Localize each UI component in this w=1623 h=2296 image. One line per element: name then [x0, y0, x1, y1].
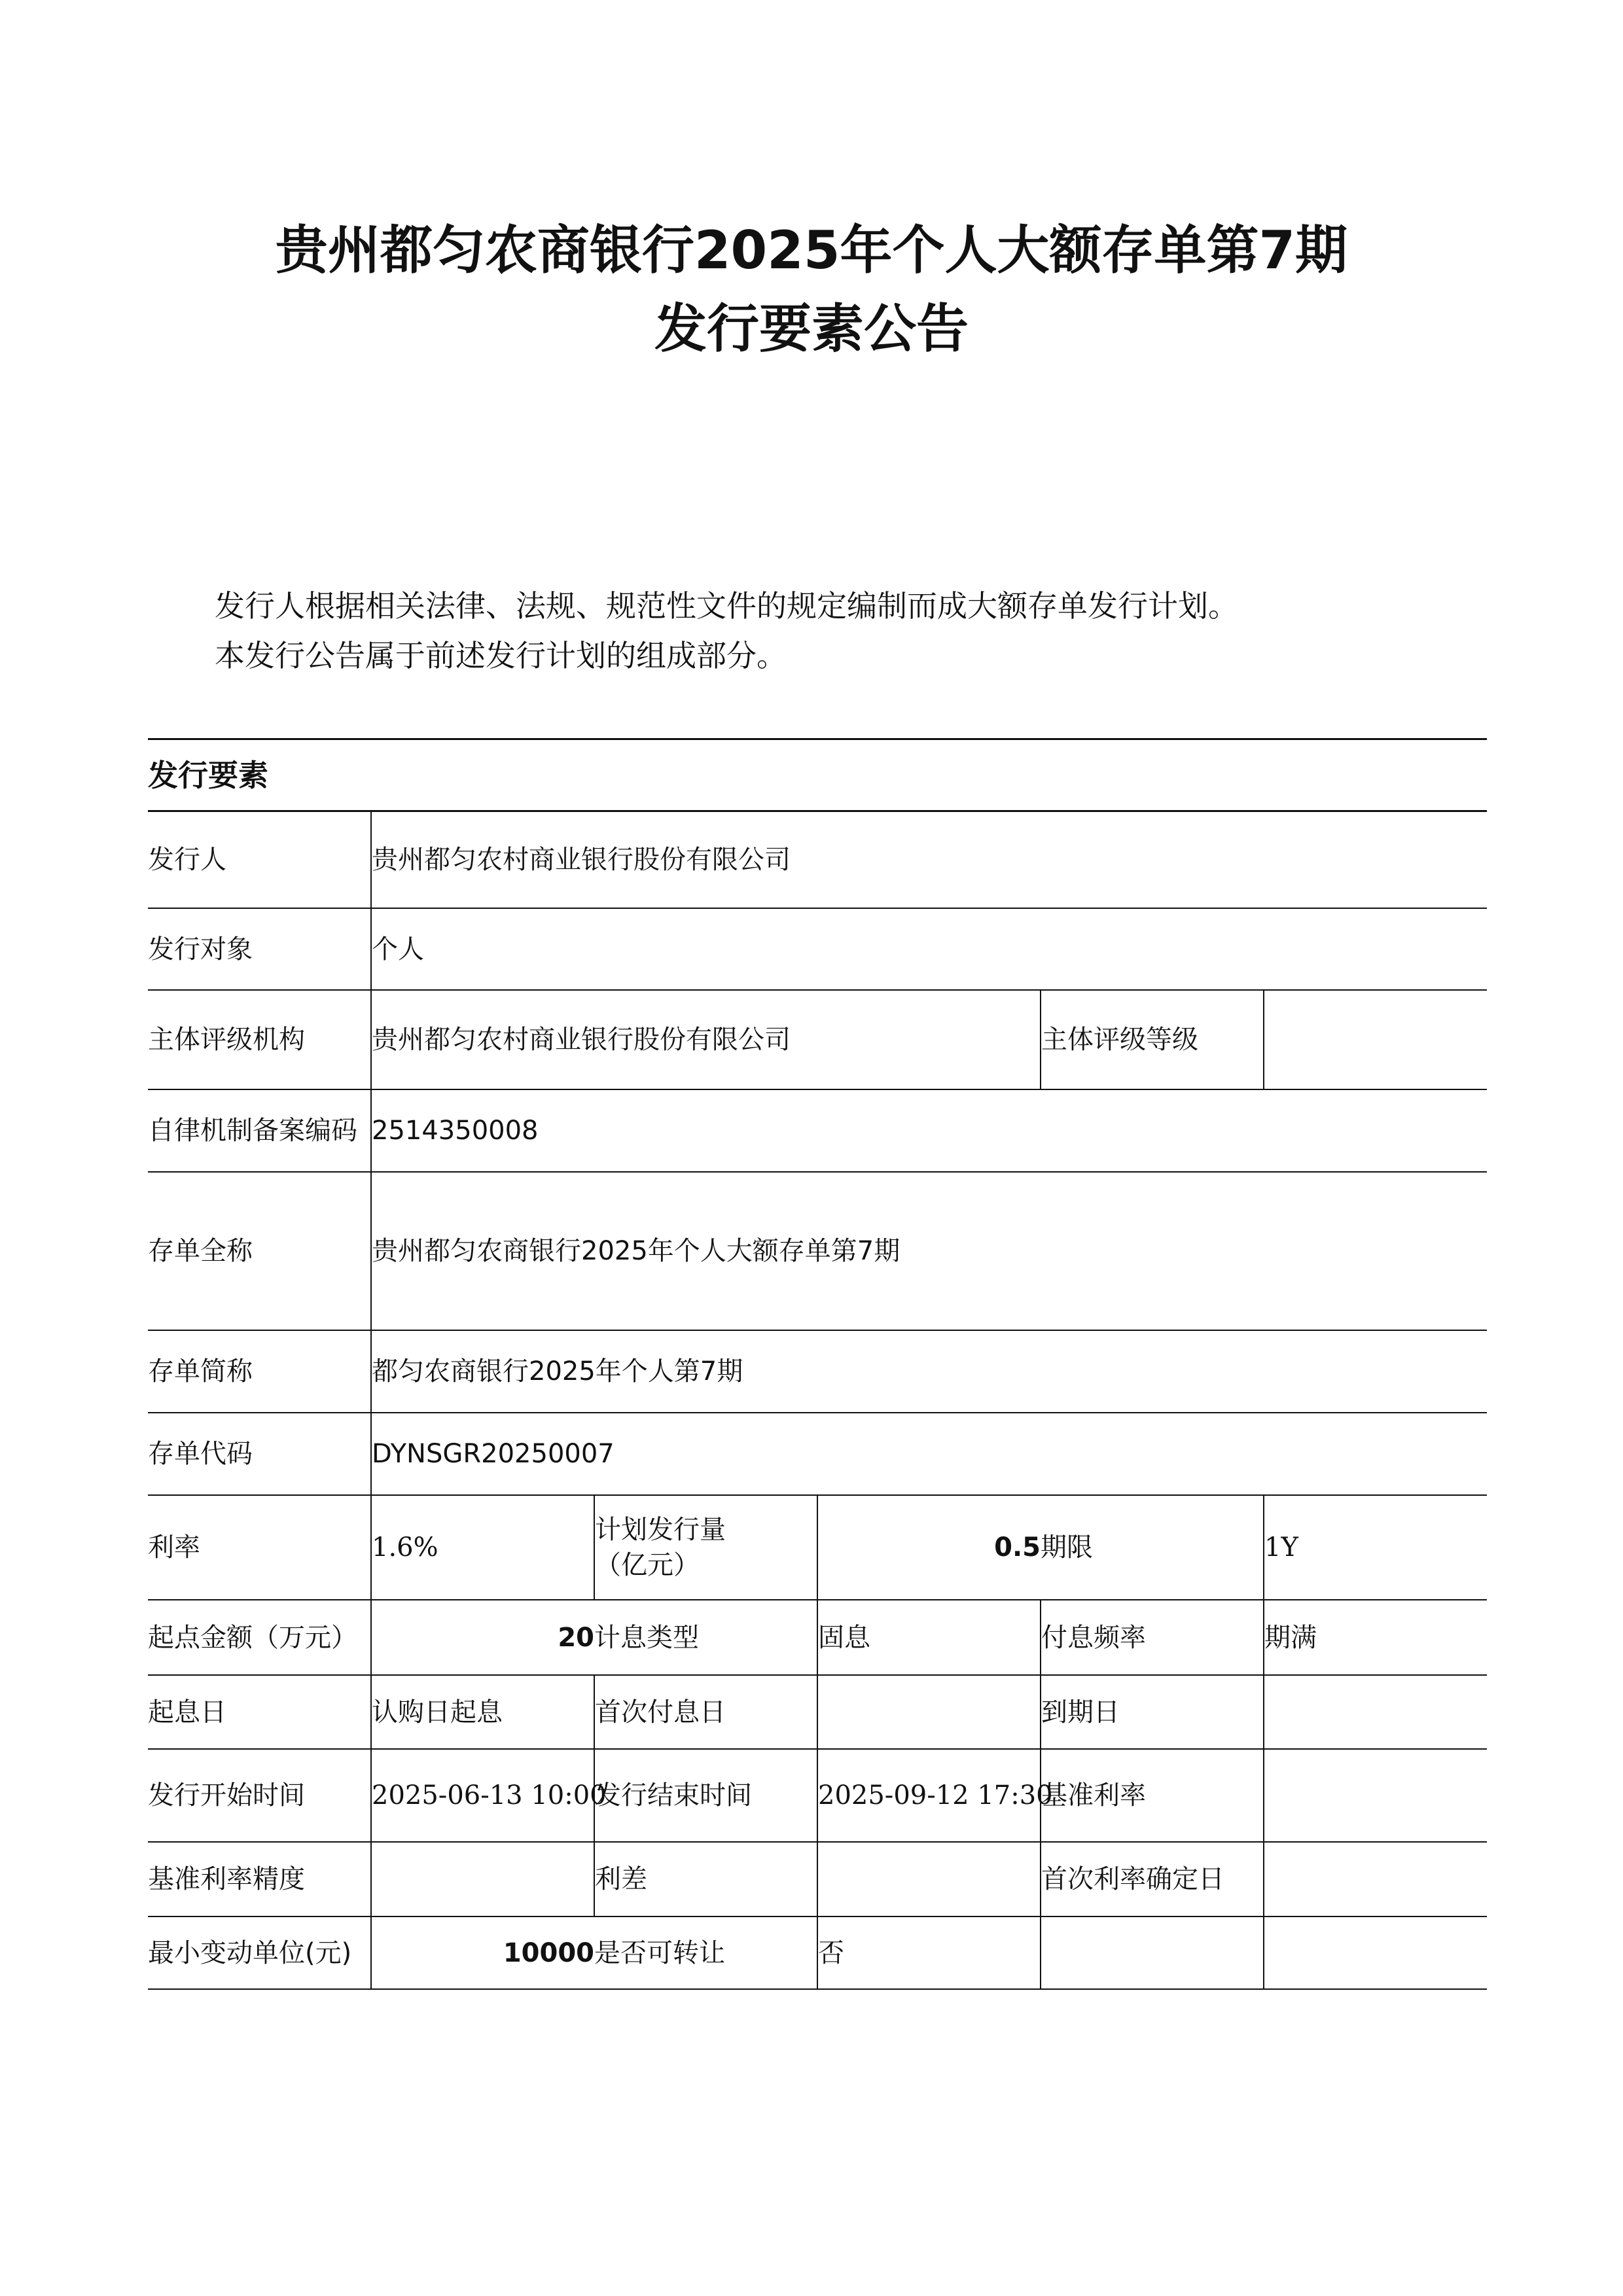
planned-amount-label-line-2: （亿元） — [595, 1550, 700, 1580]
payment-freq-label: 付息频率 — [1041, 1600, 1264, 1675]
min-amount-label: 起点金额（万元） — [148, 1600, 371, 1675]
end-time-label: 发行结束时间 — [594, 1749, 817, 1842]
spread-value — [817, 1842, 1041, 1916]
rating-agency-label: 主体评级机构 — [148, 990, 371, 1089]
target-label: 发行对象 — [148, 908, 371, 990]
issuer-value: 贵州都匀农村商业银行股份有限公司 — [371, 811, 1487, 908]
table-row — [148, 990, 1487, 1089]
announcement-title-line-1: 贵州都匀农商银行2025年个人大额存单第7期 — [275, 220, 1348, 281]
min-unit-value: 10000 — [371, 1916, 594, 1989]
table-row — [148, 1842, 1487, 1916]
planned-amount-value: 0.5 — [817, 1495, 1041, 1600]
maturity-label: 到期日 — [1041, 1675, 1264, 1749]
table-row — [148, 1172, 1487, 1330]
empty-value-cell — [1264, 1916, 1487, 1989]
start-time-value: 2025-06-13 10:00 — [371, 1749, 594, 1842]
base-rate-precision-value — [371, 1842, 594, 1916]
short-name-value: 都匀农商银行2025年个人第7期 — [371, 1330, 1487, 1413]
table-row — [148, 1495, 1487, 1600]
first-rate-date-label: 首次利率确定日 — [1041, 1842, 1264, 1916]
min-unit-label: 最小变动单位(元) — [148, 1916, 371, 1989]
short-name-label: 存单简称 — [148, 1330, 371, 1413]
first-rate-date-value — [1264, 1842, 1487, 1916]
payment-freq-value: 期满 — [1264, 1600, 1487, 1675]
base-rate-value — [1264, 1749, 1487, 1842]
table-row — [148, 811, 1487, 908]
table-row — [148, 1600, 1487, 1675]
section-top-rule — [148, 738, 1487, 740]
table-row — [148, 1089, 1487, 1172]
table-row — [148, 908, 1487, 990]
interest-type-value: 固息 — [817, 1600, 1041, 1675]
table-row — [148, 1749, 1487, 1842]
section-title: 发行要素 — [148, 758, 268, 793]
first-payment-label: 首次付息日 — [594, 1675, 817, 1749]
start-time-label: 发行开始时间 — [148, 1749, 371, 1842]
rating-agency-value: 贵州都匀农村商业银行股份有限公司 — [371, 990, 1041, 1089]
interest-type-label: 计息类型 — [594, 1600, 817, 1675]
filing-code-value: 2514350008 — [371, 1089, 1487, 1172]
first-payment-value — [817, 1675, 1041, 1749]
transferable-value: 否 — [817, 1916, 1041, 1989]
table-row — [148, 1330, 1487, 1413]
planned-amount-label-line-1: 计划发行量 — [595, 1515, 726, 1545]
full-name-value: 贵州都匀农商银行2025年个人大额存单第7期 — [371, 1172, 1487, 1330]
table-row — [148, 1675, 1487, 1749]
end-time-value: 2025-09-12 17:30 — [817, 1749, 1041, 1842]
rate-label: 利率 — [148, 1495, 371, 1600]
rating-level-value — [1264, 990, 1487, 1089]
intro-paragraph-line-2: 本发行公告属于前述发行计划的组成部分。 — [215, 638, 787, 673]
filing-code-label: 自律机制备案编码 — [148, 1089, 371, 1172]
code-value: DYNSGR20250007 — [371, 1413, 1487, 1495]
value-date-label: 起息日 — [148, 1675, 371, 1749]
value-date-value: 认购日起息 — [371, 1675, 594, 1749]
spread-label: 利差 — [594, 1842, 817, 1916]
min-amount-value: 20 — [371, 1600, 594, 1675]
term-value: 1Y — [1264, 1495, 1487, 1600]
table-row — [148, 1916, 1487, 1989]
intro-paragraph-line-1: 发行人根据相关法律、法规、规范性文件的规定编制而成大额存单发行计划。 — [215, 588, 1238, 624]
full-name-label: 存单全称 — [148, 1172, 371, 1330]
table-row — [148, 1413, 1487, 1495]
maturity-value — [1264, 1675, 1487, 1749]
base-rate-label: 基准利率 — [1041, 1749, 1264, 1842]
issuance-elements-table — [148, 811, 1487, 1990]
rate-value: 1.6% — [371, 1495, 594, 1600]
base-rate-precision-label: 基准利率精度 — [148, 1842, 371, 1916]
code-label: 存单代码 — [148, 1413, 371, 1495]
target-value: 个人 — [371, 908, 1487, 990]
planned-amount-label — [594, 1495, 817, 1600]
empty-label-cell — [1041, 1916, 1264, 1989]
transferable-label: 是否可转让 — [594, 1916, 817, 1989]
announcement-title-line-2: 发行要素公告 — [654, 298, 969, 359]
term-label: 期限 — [1041, 1495, 1264, 1600]
rating-level-label: 主体评级等级 — [1041, 990, 1264, 1089]
issuer-label: 发行人 — [148, 811, 371, 908]
